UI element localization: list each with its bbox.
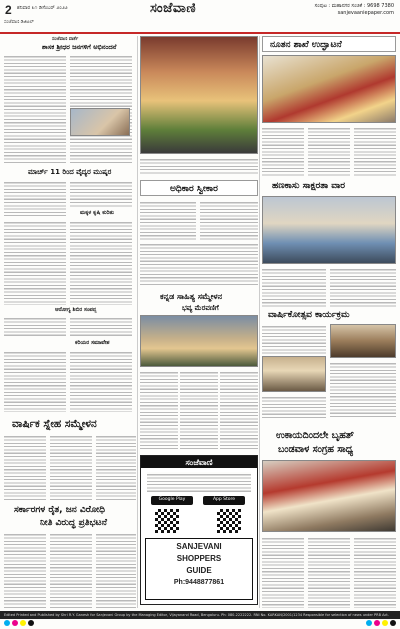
article-body — [180, 370, 218, 450]
article-headline-right-lower: ವಾರ್ಷಿಕೋತ್ಸವ ಕಾರ್ಯಕ್ರಮ — [268, 310, 350, 320]
imprint-line: Edited Printed and Published by Shri R.Y. Ganesh for Sanjevani Group by the Managing Editor, Vijayanand Road, Bengaluru. Ph: 080-2222222. RNI No. KARKAN/2001/1234 Responsible for selection of news under PRB Act. — [0, 611, 400, 619]
article-body — [330, 267, 396, 307]
paper-name: ಸಂಜೆವಾಣಿ — [150, 1, 197, 16]
paper-logo — [150, 1, 196, 16]
google-play-badge[interactable]: Google Play — [151, 496, 193, 505]
news-photo — [70, 108, 130, 136]
news-photo — [262, 460, 396, 532]
column-divider — [259, 36, 260, 608]
advertisement — [140, 455, 258, 605]
contact-line-2: sanjevaaniepaper.com — [337, 10, 394, 16]
article-body — [262, 536, 304, 608]
article-subline-center-lower: ಭವ್ಯ ಮೆರವಣಿಗೆ — [182, 304, 219, 312]
registration-mark-cyan — [4, 620, 10, 626]
article-body — [70, 220, 132, 305]
article-body — [96, 532, 136, 608]
article-headline-left-lower: ಆರೋಗ್ಯ ಶಿಬಿರ ಸಂಪನ್ನ — [55, 307, 97, 313]
article-body — [262, 395, 326, 419]
news-photo — [140, 315, 258, 367]
article-kicker: ಸಂಜೆವಾಣಿ ವಾರ್ತೆ — [52, 37, 79, 42]
ad-brand: ಸಂಜೆವಾಣಿ — [141, 456, 257, 468]
article-body — [200, 200, 258, 240]
qr-code-icon — [155, 509, 179, 533]
article-body — [140, 200, 196, 240]
article-body — [96, 434, 136, 502]
article-body — [50, 434, 92, 502]
article-body — [262, 267, 326, 307]
registration-mark-magenta — [12, 620, 18, 626]
article-body — [262, 324, 326, 354]
article-body — [4, 54, 66, 164]
article-headline-left-lower-2: ಕರಿಯರ ಸಮಾವೇಶ — [75, 340, 110, 346]
ad-text — [147, 472, 251, 492]
article-headline-left-bottom-2: ಸರ್ಕಾರಗಳ ರೈತ, ಜನ ವಿರೋಧಿ — [14, 505, 105, 515]
masthead — [0, 0, 400, 34]
article-headline-right-bottom: ಉಕಾಯದಿಂದಲೇ ಬೃಹತ್ — [276, 430, 354, 441]
registration-mark-black — [390, 620, 396, 626]
news-photo — [140, 36, 258, 154]
article-subline-right-bottom: ಬಂಡವಾಳ ಸಂಗ್ರಹ ಸಾಧ್ಯ — [278, 444, 354, 455]
article-body — [70, 316, 132, 338]
editor-line: ಸಂಜೆವಾಣಿ ಡಿಜಿಟಲ್ — [4, 20, 34, 25]
contact-line-1: ಸಂಪುಟ : ಮಹಾನಗರ ಸಂಚಿಕೆ : 9698 7380 — [314, 3, 394, 9]
registration-mark-cyan — [366, 620, 372, 626]
registration-mark-black — [28, 620, 34, 626]
ad-phone: Ph:9448877861 — [173, 579, 225, 586]
date-line: ಶನಿವಾರ ೩೧ ಡಿಸೆಂಬರ್ ೨೦೨೨ — [17, 5, 68, 11]
article-body — [220, 370, 258, 450]
news-photo — [330, 324, 396, 358]
article-headline-mid-right: ಹಣಕಾಸು ಸಾಕ್ಷರತಾ ವಾರ — [272, 181, 346, 191]
registration-mark-magenta — [374, 620, 380, 626]
article-body — [354, 536, 396, 608]
article-body — [4, 434, 46, 502]
article-headline-mid-center: ಅಧಿಕಾರ ಸ್ವೀಕಾರ — [170, 184, 218, 194]
article-body — [4, 532, 46, 608]
article-headline-left-top: ಶಾಸಕ ಶ್ರೀಧರ ಜನಗಳಿಗೆ ಅಭಿನಂದನೆ — [42, 43, 117, 51]
article-body — [308, 536, 350, 608]
article-body — [262, 126, 304, 176]
article-body — [70, 350, 132, 412]
article-headline-center-lower: ಕನ್ನಡ ಸಾಹಿತ್ಯ ಸಮ್ಮೇಳನ — [160, 292, 223, 301]
shoppers-guide-box — [145, 538, 253, 600]
article-body — [50, 532, 92, 608]
ad-title-3: GUIDE — [186, 566, 212, 575]
registration-mark-yellow — [20, 620, 26, 626]
article-body — [70, 180, 132, 208]
registration-mark-yellow — [382, 620, 388, 626]
ad-title-2: SHOPPERS — [176, 554, 222, 563]
article-body — [140, 370, 178, 450]
news-photo — [262, 55, 396, 123]
article-body — [4, 350, 66, 412]
article-headline-left-bottom: ವಾರ್ಷಿಕ ಸ್ನೇಹ ಸಮ್ಮೇಳನ — [12, 418, 97, 430]
article-body — [4, 316, 66, 338]
contact-block — [315, 3, 394, 17]
article-body — [308, 126, 350, 176]
column-divider — [137, 36, 138, 608]
article-headline-left-mid-sub: ಮಕ್ಕಳ ಕೃಷಿ ಕುರಿತು — [80, 210, 115, 216]
ad-title-1: SANJEVANI — [176, 542, 222, 551]
article-body — [4, 180, 66, 216]
article-subline-left-bottom-2: ನೀತಿ ವಿರುದ್ಧ ಪ್ರತಿಭಟನೆ — [40, 518, 107, 528]
news-photo — [262, 196, 396, 264]
article-body — [354, 126, 396, 176]
article-headline-top-right: ನೂತನ ಶಾಖೆ ಉದ್ಘಾಟನೆ — [270, 40, 342, 50]
photo-caption — [140, 157, 258, 175]
article-body — [140, 242, 258, 286]
article-body — [4, 220, 66, 305]
article-body — [330, 361, 396, 419]
app-store-badge[interactable]: App Store — [203, 496, 245, 505]
article-headline-left-mid: ಮಾರ್ಚ್ 11 ರಿಂದ ವೈದ್ಯರ ಮುಷ್ಕರ — [28, 168, 112, 176]
page-number: 2 — [5, 3, 12, 17]
qr-code-icon — [217, 509, 241, 533]
news-photo — [262, 356, 326, 392]
